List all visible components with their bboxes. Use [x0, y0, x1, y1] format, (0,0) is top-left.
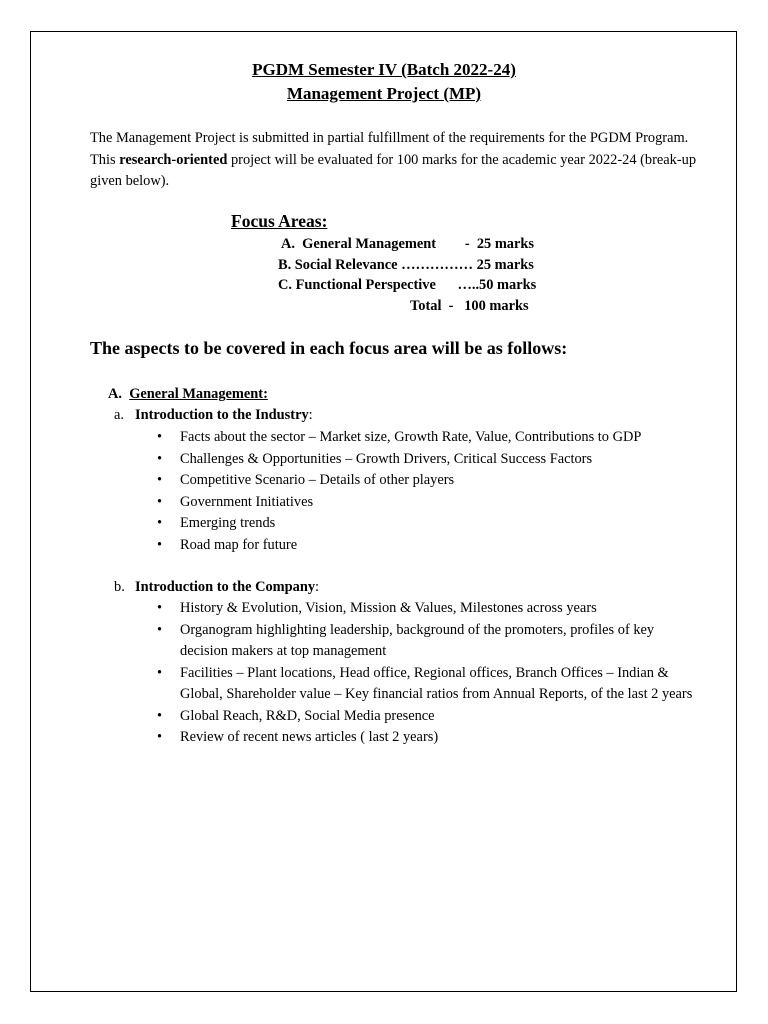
subsection-b-heading [114, 579, 319, 596]
section-a-letter: A. [108, 386, 122, 402]
focus-areas-title: Focus Areas: [231, 211, 328, 231]
list-item-text: Road map for future [180, 536, 298, 553]
document-title: PGDM Semester IV (Batch 2022-24) [252, 60, 516, 79]
list-item-text: Competitive Scenario – Details of other players [180, 472, 455, 488]
list-item [157, 492, 717, 514]
bullet-icon: • [157, 472, 163, 488]
focus-line-c: C. Functional Perspective …..50 marks [278, 277, 537, 293]
list-item [157, 470, 717, 492]
section-a-heading [108, 386, 268, 403]
list-item [157, 513, 717, 535]
subsection-b-title: Introduction to the Company [135, 579, 316, 595]
industry-bullet-list [157, 427, 717, 556]
focus-total: Total - 100 marks [410, 298, 529, 314]
bullet-icon: • [157, 621, 163, 638]
list-item [157, 706, 697, 728]
bullet-icon: • [157, 429, 163, 445]
subsection-a-label: a. [114, 407, 124, 423]
list-item [157, 727, 697, 749]
subsection-a-title: Introduction to the Industry [135, 407, 309, 423]
list-item [157, 598, 697, 620]
document-subtitle: Management Project (MP) [286, 84, 482, 103]
bullet-icon: • [157, 600, 163, 616]
subsection-a-heading [114, 407, 313, 424]
bullet-icon: • [157, 536, 163, 553]
list-item-text: Facts about the sector – Market size, Growth Rate, Value, Contributions to GDP [180, 429, 642, 445]
list-item-text: Government Initiatives [180, 493, 314, 510]
list-item-text: Review of recent news articles ( last 2 years) [180, 729, 439, 745]
bullet-icon: • [157, 515, 163, 531]
bullet-icon: • [157, 450, 163, 467]
bullet-icon: • [157, 664, 163, 681]
bullet-icon: • [157, 493, 163, 510]
list-item-text: Organogram highlighting leadership, background of the promoters, profiles of key decision makers at top management [180, 621, 655, 659]
list-item [157, 427, 717, 449]
list-item [157, 620, 697, 663]
company-bullet-list [157, 598, 697, 749]
aspects-heading: The aspects to be covered in each focus area will be as follows: [90, 338, 568, 358]
list-item-text: Facilities – Plant locations, Head office, Regional offices, Branch Offices – Indian & Global, Shareholder value – Key financial ratios from Annual Reports, of the last 2 years [180, 664, 693, 702]
intro-paragraph [90, 128, 710, 193]
focus-line-a: A. General Management - 25 marks [281, 236, 534, 252]
subsection-a-suffix: : [308, 407, 313, 423]
list-item-text: History & Evolution, Vision, Mission & Values, Milestones across years [180, 600, 597, 616]
subsection-b-label: b. [114, 579, 125, 595]
list-item [157, 535, 717, 557]
bullet-icon: • [157, 729, 163, 745]
list-item-text: Challenges & Opportunities – Growth Drivers, Critical Success Factors [180, 450, 593, 467]
intro-bold: research-oriented [119, 151, 228, 168]
section-a-title: General Management: [129, 386, 268, 402]
list-item-text: Global Reach, R&D, Social Media presence [180, 707, 435, 724]
list-item-text: Emerging trends [180, 515, 276, 531]
list-item [157, 449, 717, 471]
list-item [157, 663, 697, 706]
subsection-b-suffix: : [315, 579, 320, 595]
intro-text-1: The Management Project is submitted in partial fulfillment of the requirements for the PGDM Program. This [90, 130, 689, 168]
focus-line-b: B. Social Relevance …………… 25 marks [278, 257, 534, 273]
intro-text-2: project will be evaluated for 100 marks for the academic year 2022-24 (break-up given below). [90, 151, 697, 189]
bullet-icon: • [157, 707, 163, 724]
